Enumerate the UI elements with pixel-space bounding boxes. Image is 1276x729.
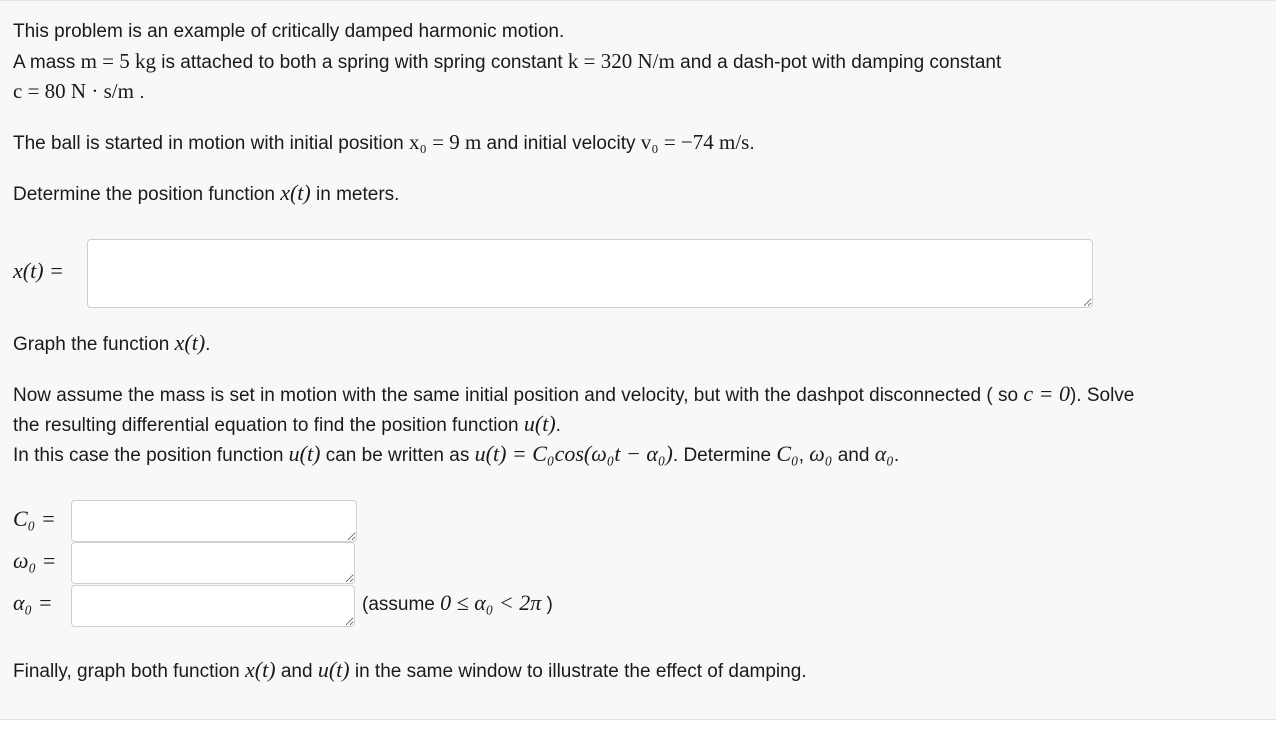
x-answer-label: x(t) = [13,258,64,283]
assume-text-b: ) [541,594,553,615]
alpha0-label: α₀ = [13,590,53,615]
undamped-end: . [893,445,900,466]
undamped-function: u(t) [523,411,556,436]
position-function: x(t) [280,180,311,205]
undamped-text-1b: ). Solve [1069,385,1135,406]
intro-line-1 [13,18,564,46]
initial-conditions-line [13,128,755,158]
undamped-line-1 [13,380,1134,410]
undamped-line-3 [13,440,899,470]
undamped-formula: u(t) = C₀cos(ω₀t − α₀) [474,441,673,466]
undamped-text-2b: . [555,415,561,436]
undamped-text-3a: In this case the position function [13,445,289,466]
undamped-text-3c: . Determine [672,445,777,466]
undamped-and: and [832,445,875,466]
undamped-text-1a: Now assume the mass is set in motion with the same initial position and velocity, but with the dashpot disconnected ( so [13,385,1024,406]
final-text-a: Finally, graph both function [13,661,246,682]
C0-input[interactable] [71,500,357,542]
omega0-input[interactable] [71,542,355,584]
undamped-text-2a: the resulting differential equation to find the position function [13,415,524,436]
omega0-label: ω₀ = [13,548,57,573]
x-answer-input[interactable] [87,239,1093,308]
intro-text-2c: and a dash-pot with damping constant [674,52,1002,73]
mass-equation: m = 5 kg [80,49,157,73]
graph-line [13,329,210,359]
symbol-omega0: ω₀ [809,441,833,466]
initial-text-b: and initial velocity [481,133,641,154]
intro-line-3 [13,77,144,107]
final-x-function: x(t) [245,657,276,682]
undamped-c-zero: c = 0 [1023,381,1070,406]
spring-constant-equation: k = 320 N/m [567,49,675,73]
intro-text-3b: . [133,82,145,103]
determine-text-b: in meters. [310,184,400,205]
intro-line-2 [13,47,1001,77]
undamped-line-2 [13,410,561,440]
damping-constant-equation: c = 80 N · s/m [13,79,134,103]
undamped-text-3b: can be written as [320,445,475,466]
alpha0-input[interactable] [71,585,355,627]
determine-text-a: Determine the position function [13,184,281,205]
undamped-comma: , [798,445,810,466]
determine-line [13,179,399,209]
assume-inequality: 0 ≤ α₀ < 2π [440,590,542,615]
symbol-C0: C₀ [776,441,799,466]
intro-text-2b: is attached to both a spring with spring constant [156,52,568,73]
initial-text-c: . [749,133,755,154]
graph-text-a: Graph the function [13,334,175,355]
C0-label: C₀ = [13,506,56,531]
final-and: and [275,661,318,682]
undamped-function-2: u(t) [288,441,321,466]
final-line [13,656,807,686]
graph-text-b: . [205,334,211,355]
symbol-alpha0: α₀ [874,441,894,466]
initial-position-equation: x₀ = 9 m [409,130,482,154]
initial-velocity-equation: v₀ = −74 m/s [640,130,750,154]
intro-text-1: This problem is an example of critically damped harmonic motion. [13,21,565,42]
final-u-function: u(t) [317,657,350,682]
final-text-b: in the same window to illustrate the effect of damping. [349,661,807,682]
intro-text-2a: A mass [13,52,81,73]
initial-text-a: The ball is started in motion with initial position [13,133,410,154]
graph-function: x(t) [174,330,206,355]
alpha-assumption [362,589,553,619]
assume-text-a: (assume [362,594,441,615]
